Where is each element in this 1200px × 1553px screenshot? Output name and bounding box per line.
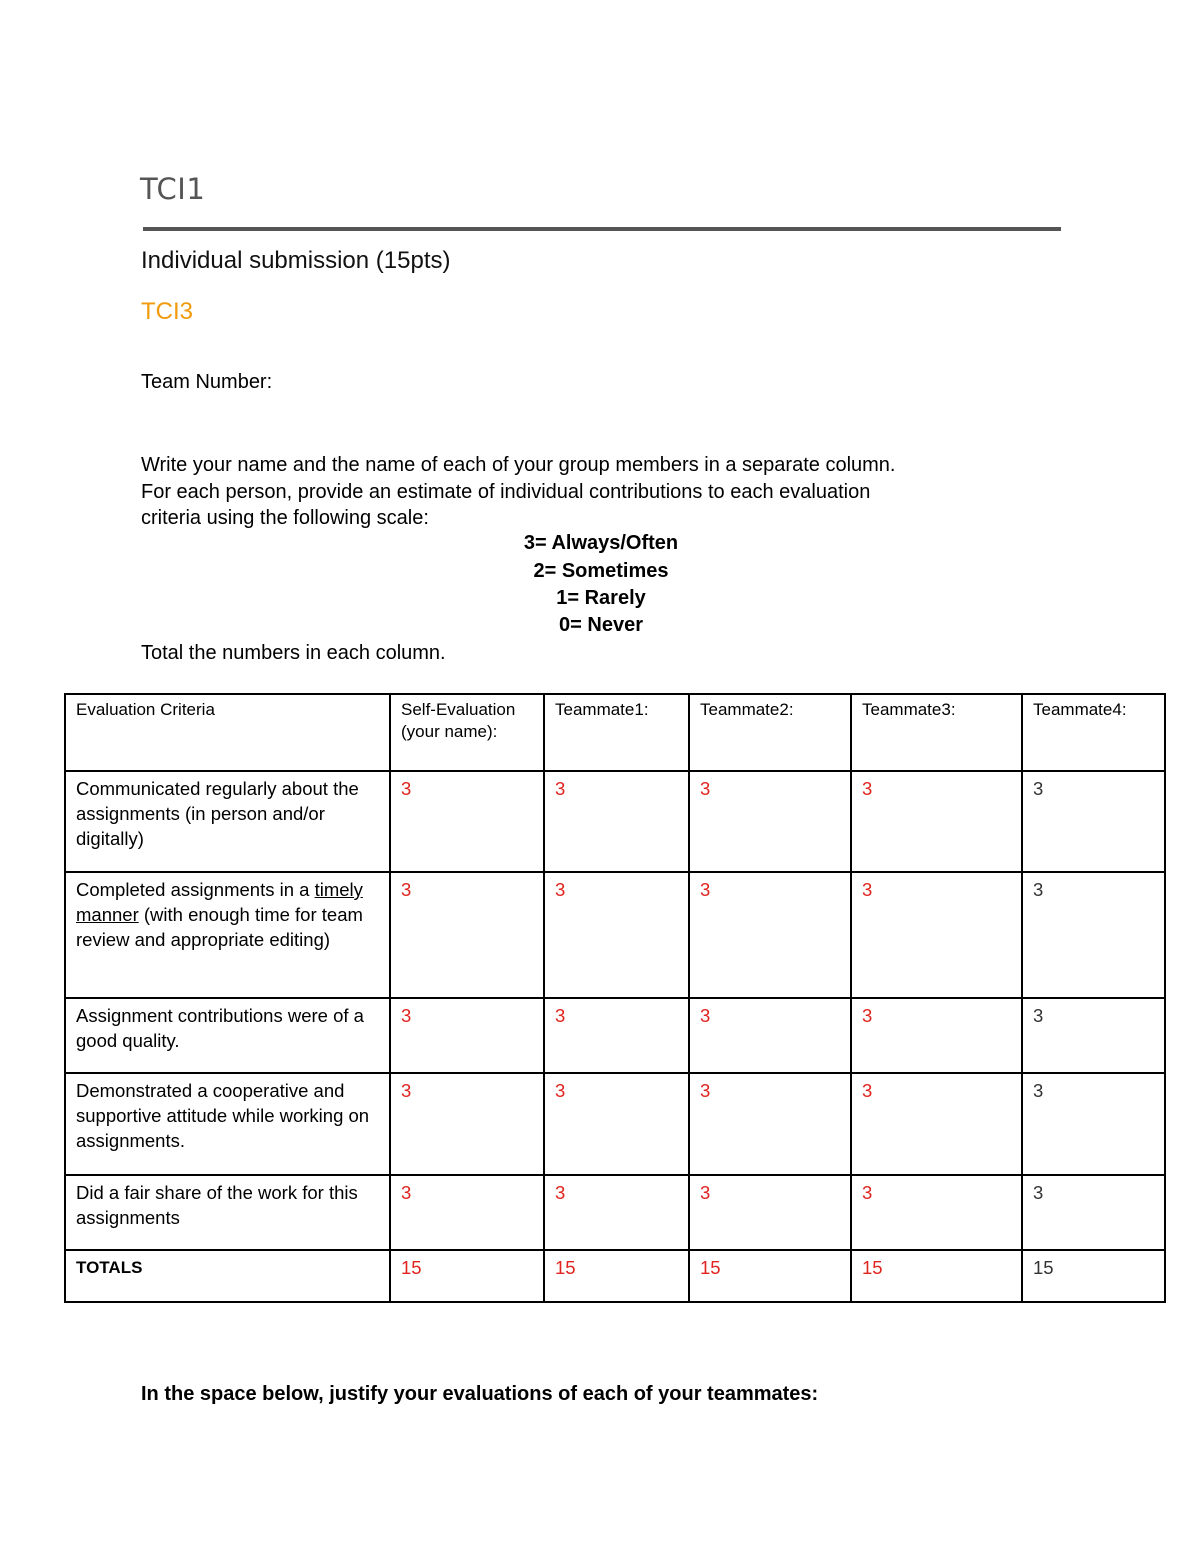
total-cell[interactable]: 15 [851,1250,1022,1302]
score-cell[interactable]: 3 [1022,1175,1165,1250]
table-header-row [65,694,1165,771]
header-teammate4: Teammate4: [1022,694,1165,771]
header-teammate2: Teammate2: [689,694,851,771]
criteria-cell: Did a fair share of the work for this assignments [65,1175,390,1250]
score-cell[interactable]: 3 [544,771,689,872]
instructions-line: Write your name and the name of each of your group members in a separate column. [141,454,896,476]
justify-prompt: In the space below, justify your evaluations of each of your teammates: [141,1383,819,1405]
score-cell[interactable]: 3 [851,1175,1022,1250]
page-subtitle: Individual submission (15pts) [141,247,451,274]
header-evaluation-criteria: Evaluation Criteria [65,694,390,771]
score-cell[interactable]: 3 [689,771,851,872]
total-cell[interactable]: 15 [390,1250,544,1302]
score-cell[interactable]: 3 [390,771,544,872]
course-code-title: TCI1 [140,172,206,206]
team-number-label: Team Number: [141,371,273,393]
score-cell[interactable]: 3 [390,1073,544,1175]
total-cell[interactable]: 15 [1022,1250,1165,1302]
header-divider [143,227,1061,231]
criteria-cell: Communicated regularly about the assignments (in person and/or digitally) [65,771,390,872]
sub-code-label: TCI3 [141,298,194,325]
score-cell[interactable]: 3 [390,872,544,998]
score-cell[interactable]: 3 [544,872,689,998]
score-cell[interactable]: 3 [544,1073,689,1175]
score-cell[interactable]: 3 [544,998,689,1073]
evaluation-table [64,693,1166,1303]
criteria-cell: Completed assignments in a timely manner (with enough time for team review and appropriate editing) [65,872,390,998]
scale-item-3: 3= Always/Often [523,532,679,554]
score-cell[interactable]: 3 [1022,771,1165,872]
scale-item-1: 1= Rarely [556,587,646,609]
total-note: Total the numbers in each column. [141,642,446,664]
score-cell[interactable]: 3 [689,1175,851,1250]
score-cell[interactable]: 3 [689,872,851,998]
score-cell[interactable]: 3 [390,998,544,1073]
instructions-line: criteria using the following scale: [141,507,429,529]
table-row [65,771,1165,872]
table-row [65,872,1165,998]
scale-item-2: 2= Sometimes [533,560,669,582]
score-cell[interactable]: 3 [689,998,851,1073]
header-teammate3: Teammate3: [851,694,1022,771]
totals-row [65,1250,1165,1302]
underlined-phrase: timely manner [76,879,363,925]
table-row [65,1073,1165,1175]
instructions-line: For each person, provide an estimate of individual contributions to each evaluation [141,480,871,503]
score-cell[interactable]: 3 [1022,872,1165,998]
header-teammate1: Teammate1: [544,694,689,771]
header-self-evaluation: Self-Evaluation (your name): [390,694,544,771]
criteria-cell: Demonstrated a cooperative and supportive attitude while working on assignments. [65,1073,390,1175]
score-cell[interactable]: 3 [689,1073,851,1175]
scale-item-0: 0= Never [559,614,643,636]
score-cell[interactable]: 3 [1022,998,1165,1073]
score-cell[interactable]: 3 [851,998,1022,1073]
score-cell[interactable]: 3 [544,1175,689,1250]
score-cell[interactable]: 3 [1022,1073,1165,1175]
score-cell[interactable]: 3 [851,872,1022,998]
score-cell[interactable]: 3 [390,1175,544,1250]
total-cell[interactable]: 15 [544,1250,689,1302]
total-cell[interactable]: 15 [689,1250,851,1302]
totals-label: TOTALS [65,1250,390,1302]
criteria-cell: Assignment contributions were of a good quality. [65,998,390,1073]
instructions-paragraph [141,452,1061,532]
score-cell[interactable]: 3 [851,1073,1022,1175]
table-row [65,1175,1165,1250]
table-row [65,998,1165,1073]
score-cell[interactable]: 3 [851,771,1022,872]
